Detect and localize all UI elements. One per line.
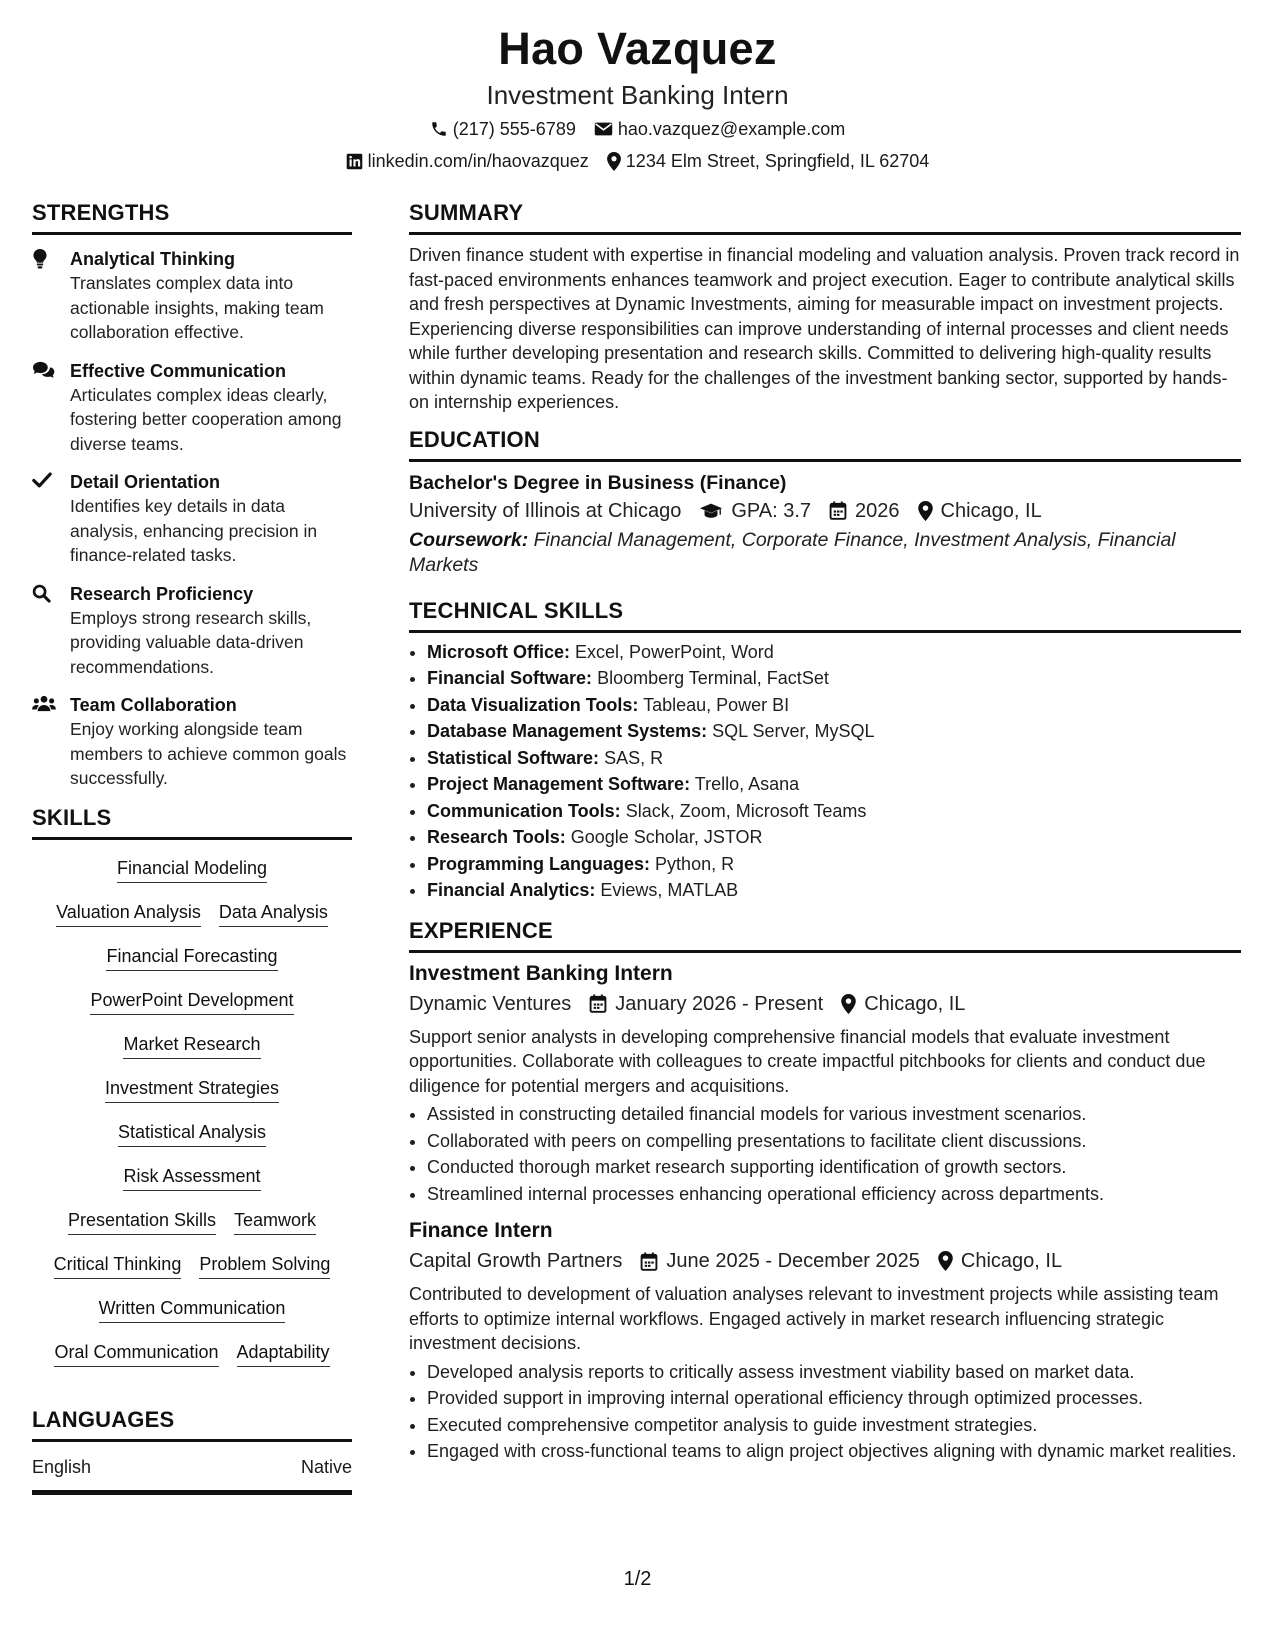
- list-item: [427, 877, 1241, 904]
- resume-header: [0, 20, 1275, 176]
- strength-name: Analytical Thinking: [70, 249, 236, 269]
- skills-row: [32, 1296, 352, 1323]
- strength-desc: Identifies key details in data analysis, enhancing precision in finance-related tasks.: [70, 496, 318, 565]
- languages-heading: LANGUAGES: [32, 1407, 352, 1442]
- list-item: • Collaborated with peers on compelling presentations to facilitate client discussions.: [427, 1129, 1241, 1154]
- skill-tag: Adaptability: [237, 1340, 330, 1367]
- job-meta: [409, 989, 1241, 1019]
- skills-row: [32, 1120, 352, 1147]
- gpa-item: [699, 496, 811, 526]
- location-item: [918, 496, 1042, 526]
- phone-icon: [430, 120, 448, 138]
- strength-name: Detail Orientation: [70, 472, 221, 492]
- language-name: English: [32, 1456, 92, 1477]
- tech-label: Research Tools:: [427, 827, 566, 847]
- tech-label: Financial Software:: [427, 668, 593, 688]
- education-meta: [409, 496, 1241, 526]
- strengths-section: [32, 200, 352, 791]
- list-item: [427, 798, 1241, 825]
- tech-label: Communication Tools:: [427, 800, 621, 821]
- email-contact[interactable]: [594, 114, 845, 144]
- tech-value: Eviews, MATLAB: [600, 880, 739, 900]
- list-item: • Developed analysis reports to critically assess investment viability based on market data.: [427, 1360, 1241, 1385]
- education-heading: EDUCATION: [409, 427, 1241, 462]
- education-section: [409, 427, 1241, 578]
- summary-heading: SUMMARY: [409, 200, 1241, 235]
- company-name: Capital Growth Partners: [409, 1250, 623, 1272]
- coursework-label: Coursework:: [409, 528, 529, 551]
- technical-skills-list: [409, 639, 1241, 904]
- tech-value: Tableau, Power BI: [643, 694, 790, 715]
- contact-row-2: [0, 146, 1275, 176]
- year-text: 2026: [855, 499, 900, 522]
- candidate-title: Investment Banking Intern: [486, 80, 789, 110]
- dates-text: June 2025 - December 2025: [666, 1250, 920, 1272]
- map-marker-icon: [607, 152, 621, 171]
- list-item: [427, 851, 1241, 878]
- languages-section: [32, 1407, 352, 1495]
- map-marker-icon: [938, 1251, 953, 1271]
- strength-name: Team Collaboration: [70, 695, 237, 715]
- list-item: • Assisted in constructing detailed financial models for various investment scenarios.: [427, 1102, 1241, 1127]
- lightbulb-icon: [32, 249, 48, 269]
- skills-row: [32, 1340, 352, 1367]
- linkedin-icon: [346, 153, 363, 170]
- envelope-icon: [594, 121, 613, 137]
- tech-label: Statistical Software:: [427, 747, 600, 768]
- check-icon: [32, 472, 52, 488]
- address-text: 1234 Elm Street, Springfield, IL 62704: [625, 151, 930, 171]
- skill-tag: Teamwork: [234, 1208, 316, 1235]
- skill-tag: PowerPoint Development: [90, 988, 293, 1015]
- technical-skills-heading: TECHNICAL SKILLS: [409, 598, 1241, 633]
- graduation-cap-icon: [699, 502, 723, 520]
- skills-row: [32, 900, 352, 927]
- experience-heading: EXPERIENCE: [409, 918, 1241, 953]
- coursework: [409, 528, 1241, 578]
- school-name: University of Illinois at Chicago: [409, 499, 682, 522]
- strength-item: [32, 359, 352, 457]
- tech-label: Project Management Software:: [427, 774, 691, 794]
- calendar-icon: [589, 994, 607, 1013]
- tech-label: Programming Languages:: [427, 853, 651, 874]
- strength-name: Effective Communication: [70, 360, 287, 381]
- dates-item: [589, 989, 823, 1019]
- list-item: • Conducted thorough market research supporting identification of growth sectors.: [427, 1155, 1241, 1180]
- skill-tag: Investment Strategies: [105, 1076, 279, 1103]
- phone-contact: [430, 114, 576, 144]
- list-item: • Provided support in improving internal operational efficiency through optimized processes.: [427, 1386, 1241, 1411]
- address-contact: [607, 146, 930, 176]
- tech-value: Bloomberg Terminal, FactSet: [597, 668, 829, 688]
- skill-tag: Problem Solving: [199, 1252, 330, 1279]
- job-bullets: [409, 1360, 1241, 1464]
- technical-skills-section: [409, 598, 1241, 904]
- skill-tag: Financial Modeling: [117, 856, 267, 883]
- skill-tag: Oral Communication: [54, 1340, 218, 1367]
- dates-item: [640, 1246, 920, 1276]
- tech-label: Data Visualization Tools:: [427, 694, 639, 715]
- email-text: hao.vazquez@example.com: [617, 119, 846, 139]
- list-item: [427, 771, 1241, 798]
- contact-row-1: [0, 114, 1275, 144]
- strength-desc: Articulates complex ideas clearly, fostering better cooperation among diverse teams.: [70, 384, 342, 454]
- skills-row: [32, 988, 352, 1015]
- linkedin-contact[interactable]: [346, 146, 589, 176]
- summary-text: Driven finance student with expertise in financial modeling and valuation analysis. Proven track record in fast-paced environments enhances teamwork and project execution. Eager to contribute analytical skills and fresh perspectives at Dynamic Investments, aiming for measurable impact on investment projects. Experiencing diverse responsibilities can improve understanding of internal processes and client needs while further developing presentation and research skills. Committed to delivering high-quality results within dynamic teams. Ready for the challenges of the investment banking sector, supported by hands-on internship experiences.: [409, 245, 1240, 412]
- list-item: • Executed comprehensive competitor analysis to guide investment strategies.: [427, 1413, 1241, 1438]
- tech-label: Database Management Systems:: [427, 721, 708, 741]
- skill-tag: Presentation Skills: [68, 1208, 216, 1235]
- job-description: Support senior analysts in developing comprehensive financial models that evaluate investment opportunities. Collaborate with colleagues to create impactful pitchbooks for clients and conduct due diligence for potential mergers and acquisitions.: [409, 1026, 1206, 1096]
- candidate-name: Hao Vazquez: [498, 23, 777, 74]
- list-item: • Engaged with cross-functional teams to align project objectives aligning with dynamic market realities.: [427, 1439, 1241, 1464]
- location-text: Chicago, IL: [940, 499, 1042, 522]
- skill-tag: Financial Forecasting: [106, 944, 277, 971]
- list-item: [427, 692, 1241, 719]
- strength-desc: Employs strong research skills, providing valuable data-driven recommendations.: [70, 607, 312, 677]
- skills-row: [32, 856, 352, 883]
- skills-row: [32, 1164, 352, 1191]
- map-marker-icon: [918, 501, 933, 521]
- tech-value: Trello, Asana: [694, 774, 800, 794]
- list-item: [427, 665, 1241, 692]
- skill-tag: Critical Thinking: [54, 1252, 182, 1279]
- skill-tag: Written Communication: [99, 1296, 286, 1323]
- tech-value: SAS, R: [604, 747, 664, 768]
- job-title: Finance Intern: [409, 1219, 553, 1242]
- tech-value: Excel, PowerPoint, Word: [575, 641, 774, 662]
- year-item: [829, 496, 900, 526]
- degree-name: Bachelor's Degree in Business (Finance): [409, 471, 787, 494]
- strength-item: [32, 470, 352, 568]
- map-marker-icon: [841, 994, 856, 1014]
- skill-tag: Market Research: [123, 1032, 260, 1059]
- coursework-text: Financial Management, Corporate Finance, Investment Analysis, Financial Markets: [409, 528, 1176, 576]
- summary-section: [409, 200, 1241, 415]
- job-entry: [409, 959, 1241, 1207]
- search-icon: [32, 584, 51, 603]
- list-item: [427, 718, 1241, 745]
- job-meta: [409, 1246, 1241, 1276]
- language-row: [32, 1444, 352, 1495]
- right-column: [409, 200, 1241, 1474]
- users-icon: [32, 695, 56, 712]
- list-item: [427, 824, 1241, 851]
- company-name: Dynamic Ventures: [409, 992, 572, 1015]
- location-item: [938, 1246, 1062, 1276]
- skills-section: [32, 805, 352, 1367]
- job-bullets: [409, 1102, 1241, 1206]
- strength-item: [32, 247, 352, 345]
- skill-tag: Risk Assessment: [123, 1164, 260, 1191]
- tech-value: Slack, Zoom, Microsoft Teams: [625, 800, 867, 821]
- phone-text: (217) 555-6789: [452, 119, 576, 139]
- tech-label: Financial Analytics:: [427, 880, 596, 900]
- strength-item: [32, 582, 352, 680]
- strength-desc: Translates complex data into actionable insights, making team collaboration effective.: [70, 273, 324, 342]
- skill-tag: Statistical Analysis: [118, 1120, 266, 1147]
- job-title: Investment Banking Intern: [409, 961, 673, 985]
- strength-desc: Enjoy working alongside team members to achieve common goals successfully.: [70, 719, 347, 788]
- left-column: [32, 200, 352, 1495]
- strengths-heading: STRENGTHS: [32, 200, 352, 235]
- tech-value: SQL Server, MySQL: [712, 721, 875, 741]
- job-description: Contributed to development of valuation analyses relevant to investment projects while assisting team efforts to optimize internal workflows. Engaged actively in market research influencing strategic investment decisions.: [409, 1284, 1219, 1353]
- skills-row: [32, 944, 352, 971]
- strength-name: Research Proficiency: [70, 583, 254, 604]
- skills-row: [32, 1208, 352, 1235]
- skill-tag: Data Analysis: [219, 900, 328, 927]
- strength-item: [32, 693, 352, 791]
- skills-row: [32, 1252, 352, 1279]
- location-text: Chicago, IL: [960, 1250, 1063, 1272]
- skills-heading: SKILLS: [32, 805, 352, 840]
- linkedin-text: linkedin.com/in/haovazquez: [367, 151, 589, 171]
- job-entry: [409, 1216, 1241, 1464]
- list-item: [427, 639, 1241, 666]
- tech-label: Microsoft Office:: [427, 641, 571, 662]
- skills-list: [32, 852, 352, 1367]
- language-level: Native: [300, 1456, 352, 1477]
- tech-value: Python, R: [655, 853, 735, 874]
- dates-text: January 2026 - Present: [615, 992, 824, 1015]
- experience-section: [409, 918, 1241, 1464]
- skill-tag: Valuation Analysis: [56, 900, 201, 927]
- gpa-text: GPA: 3.7: [731, 499, 812, 522]
- location-text: Chicago, IL: [864, 992, 966, 1015]
- page-number: 1/2: [623, 1568, 652, 1590]
- calendar-icon: [829, 501, 847, 520]
- calendar-icon: [640, 1252, 658, 1271]
- tech-value: Google Scholar, JSTOR: [570, 827, 763, 847]
- skills-row: [32, 1032, 352, 1059]
- list-item: • Streamlined internal processes enhancing operational efficiency across departments.: [427, 1182, 1241, 1207]
- list-item: [427, 745, 1241, 772]
- comments-icon: [32, 361, 56, 379]
- location-item: [841, 989, 965, 1019]
- skills-row: [32, 1076, 352, 1103]
